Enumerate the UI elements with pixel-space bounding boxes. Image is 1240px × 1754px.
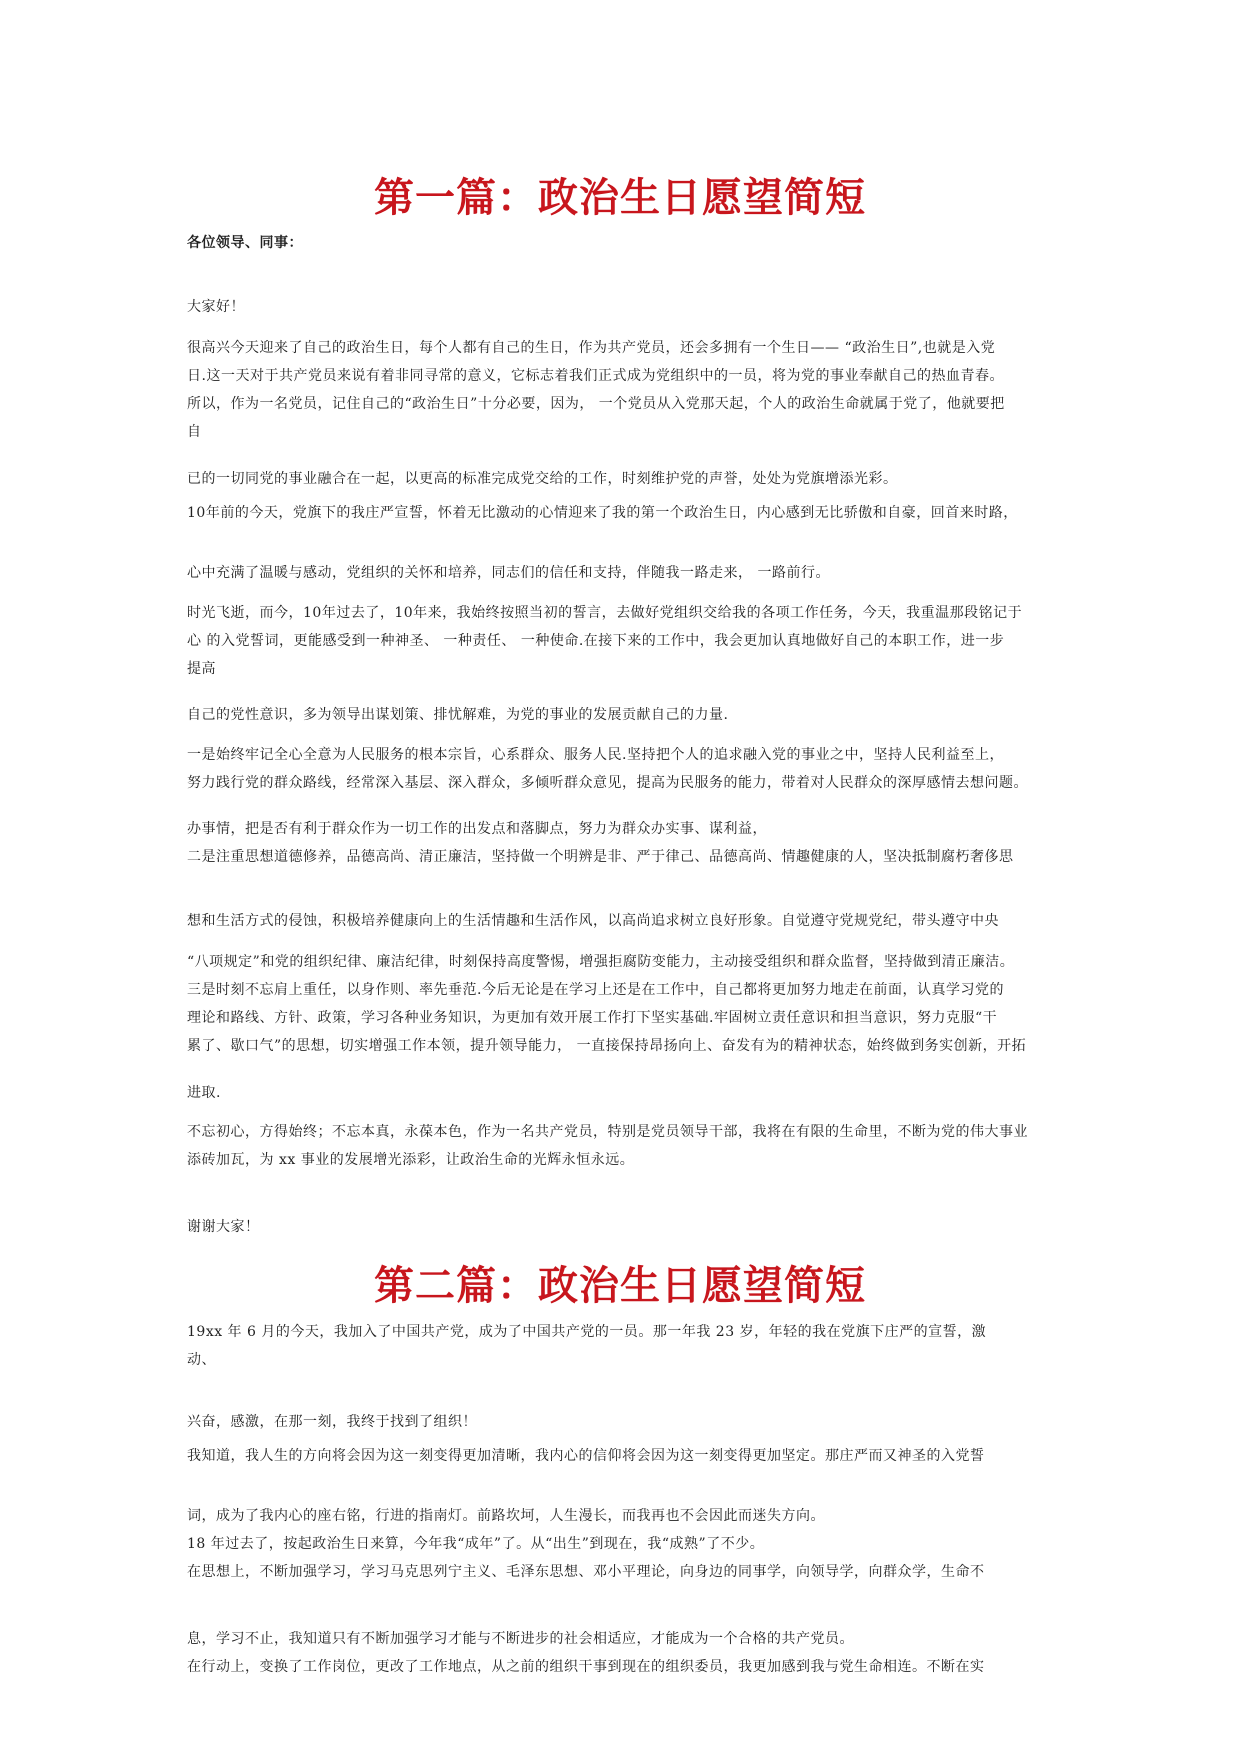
text-line: 很高兴今天迎来了自己的政治生日，每个人都有自己的生日，作为共产党员，还会多拥有一个生日—— “政治生日”,也就是入党 (187, 340, 996, 356)
text-line: 二是注重思想道德修养，品德高尚、清正廉洁，坚持做一个明辨是非、严于律己、品德高尚、情趣健康的人，坚决抵制腐朽奢侈思 (187, 849, 1014, 865)
article1-paragraph-6: 自己的党性意识，多为领导出谋划策、排忧解难，为党的事业的发展贡献自己的力量. (187, 707, 729, 723)
text-line: 在思想上，不断加强学习，学习马克思列宁主义、毛泽东思想、邓小平理论，向身边的同事学，向领导学，向群众学，生命不 (187, 1564, 985, 1580)
article1-paragraph-3: 10年前的今天，党旗下的我庄严宣誓，怀着无比激动的心情迎来了我的第一个政治生日，内心感到无比骄傲和自豪，回首来时路， (187, 505, 1018, 521)
text-line: “八项规定”和党的组织纪律、廉洁纪律，时刻保持高度警惕，增强拒腐防变能力，主动接受组织和群众监督，坚持做到清正廉洁。 (187, 954, 1015, 970)
text-line: 努力践行党的群众路线，经常深入基层、深入群众，多倾听群众意见，提高为民服务的能力，带着对人民群众的深厚感情去想问题。 (187, 775, 1028, 791)
article2-paragraph-4 (187, 1502, 1055, 1586)
text-line: 日.这一天对于共产党员来说有着非同寻常的意义，它标志着我们正式成为党组织中的一员，将为党的事业奉献自己的热血青春。 (187, 368, 1004, 384)
article1-paragraph-1 (187, 334, 1055, 446)
text-line: 提高 (187, 661, 216, 677)
article2-title: 第二篇：政治生日愿望简短 (374, 1262, 866, 1309)
article1-paragraph-7 (187, 741, 1055, 797)
text-line: 19xx 年 6 月的今天，我加入了中国共产党，成为了中国共产党的一员。那一年我 23 岁，年轻的我在党旗下庄严的宣誓，激 (187, 1324, 987, 1340)
text-line: 息，学习不止，我知道只有不断加强学习才能与不断进步的社会相适应，才能成为一个合格的共产党员。 (187, 1631, 854, 1647)
text-line: 所以，作为一名党员，记住自己的“政治生日”十分必要，因为， 一个党员从入党那天起，个人的政治生命就属于党了，他就要把 (187, 396, 1005, 412)
text-line: 一是始终牢记全心全意为人民服务的根本宗旨，心系群众、服务人民.坚持把个人的追求融入党的事业之中，坚持人民利益至上， (187, 747, 1004, 763)
thanks-line: 谢谢大家！ (187, 1219, 260, 1235)
article1-paragraph-12 (187, 1118, 1055, 1174)
text-line: 添砖加瓦，为 xx 事业的发展增光添彩，让政治生命的光辉永恒永远。 (187, 1152, 635, 1168)
text-line: 心 的入党誓词，更能感受到一种神圣、 一种责任、 一种使命.在接下来的工作中，我会更加认真地做好自己的本职工作，进一步 (187, 633, 1005, 649)
article2-paragraph-5 (187, 1625, 1055, 1681)
article1-paragraph-8 (187, 815, 1055, 871)
text-line: 动、 (187, 1352, 216, 1368)
text-line: 累了、歇口气”的思想，切实增强工作本领，提升领导能力， 一直接保持昂扬向上、奋发有为的精神状态，始终做到务实创新，开拓 (187, 1038, 1027, 1054)
article1-paragraph-2: 已的一切同党的事业融合在一起，以更高的标准完成党交给的工作，时刻维护党的声誉，处处为党旗增添光彩。 (187, 471, 898, 487)
text-line: 18 年过去了，按起政治生日来算，今年我“成年”了。从“出生”到现在，我“成熟”了不少。 (187, 1536, 765, 1552)
article1-paragraph-11: 进取. (187, 1085, 221, 1101)
greeting-line: 大家好！ (187, 299, 245, 315)
article1-paragraph-4: 心中充满了温暖与感动，党组织的关怀和培养，同志们的信任和支持，伴随我一路走来， 一路前行。 (187, 565, 830, 581)
text-line: 时光飞逝，而今，10年过去了，10年来，我始终按照当初的誓言，去做好党组织交给我的各项工作任务，今天，我重温那段铭记于 (187, 605, 1023, 621)
text-line: 办事情，把是否有利于群众作为一切工作的出发点和落脚点，努力为群众办实事、谋利益， (187, 821, 767, 837)
article1-paragraph-10 (187, 948, 1055, 1060)
article1-paragraph-5 (187, 599, 1055, 683)
article1-paragraph-9: 想和生活方式的侵蚀，积极培养健康向上的生活情趣和生活作风，以高尚追求树立良好形象。自觉遵守党规党纪，带头遵守中央 (187, 913, 999, 929)
text-line: 三是时刻不忘肩上重任，以身作则、率先垂范.今后无论是在学习上还是在工作中，自己都将更加努力地走在前面，认真学习党的 (187, 982, 1004, 998)
article2-paragraph-3: 我知道，我人生的方向将会因为这一刻变得更加清晰，我内心的信仰将会因为这一刻变得更加坚定。那庄严而又神圣的入党誓 (187, 1448, 985, 1464)
article1-title: 第一篇：政治生日愿望简短 (374, 174, 866, 221)
text-line: 词，成为了我内心的座右铭，行进的指南灯。前路坎坷，人生漫长，而我再也不会因此而迷失方向。 (187, 1508, 825, 1524)
article2-paragraph-2: 兴奋，感激，在那一刻，我终于找到了组织！ (187, 1414, 477, 1430)
text-line: 在行动上，变换了工作岗位，更改了工作地点，从之前的组织干事到现在的组织委员，我更加感到我与党生命相连。不断在实 (187, 1659, 985, 1675)
salutation: 各位领导、同事： (187, 235, 303, 251)
text-line: 不忘初心，方得始终；不忘本真，永葆本色，作为一名共产党员，特别是党员领导干部，我将在有限的生命里，不断为党的伟大事业 (187, 1124, 1028, 1140)
text-line: 自 (187, 424, 202, 440)
article2-paragraph-1 (187, 1318, 1055, 1374)
text-line: 理论和路线、方针、政策，学习各种业务知识，为更加有效开展工作打下坚实基础.牢固树立责任意识和担当意识，努力克服“干 (187, 1010, 998, 1026)
